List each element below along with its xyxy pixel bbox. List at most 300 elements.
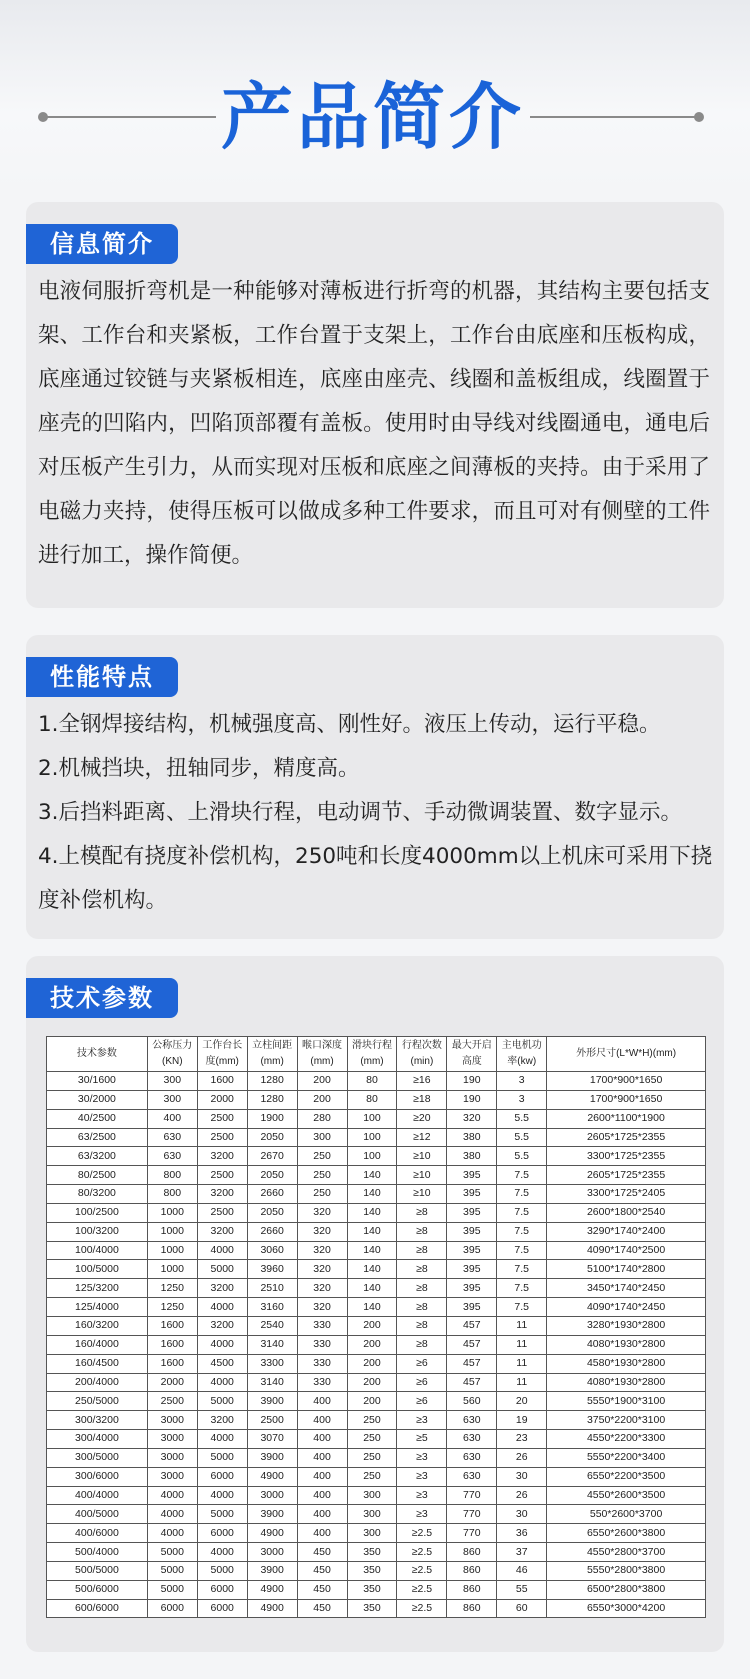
table-cell: ≥6 (397, 1354, 447, 1373)
table-cell: 250 (347, 1430, 397, 1449)
table-cell: ≥10 (397, 1166, 447, 1185)
table-cell: 400 (297, 1505, 347, 1524)
table-cell: 350 (347, 1599, 397, 1618)
table-cell: 80 (347, 1090, 397, 1109)
table-cell: 46 (497, 1561, 547, 1580)
table-cell: 200 (347, 1373, 397, 1392)
table-cell: 5000 (197, 1561, 247, 1580)
table-cell: 2050 (247, 1203, 297, 1222)
table-cell: 3290*1740*2400 (547, 1222, 706, 1241)
table-cell: 7.5 (497, 1185, 547, 1204)
info-badge: 信息简介 (26, 224, 178, 264)
table-cell: 320 (447, 1109, 497, 1128)
spec-header-text: 喉口深度 (302, 1040, 343, 1051)
table-cell: 400/4000 (47, 1486, 148, 1505)
table-cell: ≥8 (397, 1298, 447, 1317)
table-cell: 200 (347, 1335, 397, 1354)
table-cell: 4000 (147, 1505, 197, 1524)
table-cell: ≥16 (397, 1072, 447, 1091)
table-cell: ≥3 (397, 1467, 447, 1486)
spec-header-cell (47, 1037, 148, 1072)
table-cell: 2605*1725*2355 (547, 1166, 706, 1185)
table-cell: 395 (447, 1298, 497, 1317)
table-cell: 2670 (247, 1147, 297, 1166)
table-row (47, 1467, 706, 1486)
table-cell: 250 (347, 1448, 397, 1467)
table-cell: 23 (497, 1430, 547, 1449)
table-cell: 30/1600 (47, 1072, 148, 1091)
table-cell: 36 (497, 1524, 547, 1543)
table-cell: ≥3 (397, 1486, 447, 1505)
table-cell: 4000 (147, 1524, 197, 1543)
table-row (47, 1185, 706, 1204)
table-cell: 300 (347, 1524, 397, 1543)
table-cell: 6000 (197, 1467, 247, 1486)
table-cell: 3200 (197, 1222, 247, 1241)
table-cell: 3000 (147, 1448, 197, 1467)
table-cell: 400 (297, 1467, 347, 1486)
table-cell: 250 (347, 1411, 397, 1430)
table-cell: 400/5000 (47, 1505, 148, 1524)
spec-header-cell (397, 1037, 447, 1072)
table-cell: 5000 (197, 1448, 247, 1467)
info-card (26, 202, 724, 608)
header-dot-right (694, 112, 704, 122)
table-row (47, 1203, 706, 1222)
table-cell: 860 (447, 1543, 497, 1562)
table-cell: 320 (297, 1279, 347, 1298)
table-cell: 6550*2200*3500 (547, 1467, 706, 1486)
table-cell: 5.5 (497, 1109, 547, 1128)
spec-header-text: (mm) (310, 1056, 334, 1067)
table-cell: 5000 (147, 1561, 197, 1580)
table-cell: 630 (447, 1448, 497, 1467)
table-cell: 4580*1930*2800 (547, 1354, 706, 1373)
table-cell: 5000 (197, 1392, 247, 1411)
table-cell: 3900 (247, 1448, 297, 1467)
table-cell: 320 (297, 1298, 347, 1317)
table-cell: 2050 (247, 1128, 297, 1147)
table-cell: 1000 (147, 1203, 197, 1222)
table-cell: 330 (297, 1316, 347, 1335)
table-cell: ≥8 (397, 1279, 447, 1298)
table-cell: 30 (497, 1467, 547, 1486)
table-cell: 200 (347, 1354, 397, 1373)
table-cell: 80/2500 (47, 1166, 148, 1185)
table-cell: 400 (297, 1524, 347, 1543)
table-cell: 4000 (197, 1430, 247, 1449)
table-cell: ≥20 (397, 1109, 447, 1128)
table-cell: 5100*1740*2800 (547, 1260, 706, 1279)
table-cell: 400 (297, 1392, 347, 1411)
table-cell: 400 (297, 1411, 347, 1430)
table-cell: 3000 (247, 1486, 297, 1505)
table-cell: 5550*2800*3800 (547, 1561, 706, 1580)
table-cell: 190 (447, 1090, 497, 1109)
table-cell: 1700*900*1650 (547, 1090, 706, 1109)
spec-header-text: 滑块行程 (351, 1040, 392, 1051)
features-card (26, 635, 724, 939)
table-cell: ≥3 (397, 1411, 447, 1430)
table-cell: 7.5 (497, 1279, 547, 1298)
table-cell: 140 (347, 1260, 397, 1279)
table-cell: 3280*1930*2800 (547, 1316, 706, 1335)
table-row (47, 1373, 706, 1392)
table-cell: 160/3200 (47, 1316, 148, 1335)
spec-header-text: 最大开启 (451, 1040, 492, 1051)
table-cell: 3060 (247, 1241, 297, 1260)
table-cell: 3900 (247, 1392, 297, 1411)
table-row (47, 1448, 706, 1467)
table-cell: 4500 (197, 1354, 247, 1373)
table-cell: 2500 (147, 1392, 197, 1411)
table-cell: 395 (447, 1185, 497, 1204)
spec-header-text: 高度 (461, 1056, 482, 1067)
table-cell: 160/4500 (47, 1354, 148, 1373)
spec-header-cell (547, 1037, 706, 1072)
spec-header-text: 公称压力 (152, 1040, 193, 1051)
table-cell: 500/5000 (47, 1561, 148, 1580)
table-cell: 2000 (147, 1373, 197, 1392)
table-cell: 350 (347, 1580, 397, 1599)
table-cell: 3900 (247, 1505, 297, 1524)
table-cell: 55 (497, 1580, 547, 1599)
table-cell: 630 (447, 1430, 497, 1449)
table-cell: 400 (297, 1486, 347, 1505)
table-cell: 770 (447, 1486, 497, 1505)
table-cell: 395 (447, 1241, 497, 1260)
table-row (47, 1241, 706, 1260)
feature-item: 2.机械挡块，扭轴同步，精度高。 (38, 756, 360, 781)
spec-body (47, 1072, 706, 1618)
table-cell: 19 (497, 1411, 547, 1430)
table-cell: 30/2000 (47, 1090, 148, 1109)
table-cell: 7.5 (497, 1222, 547, 1241)
table-cell: ≥8 (397, 1335, 447, 1354)
spec-header-text: (mm) (360, 1056, 384, 1067)
table-cell: ≥10 (397, 1147, 447, 1166)
table-cell: 860 (447, 1561, 497, 1580)
table-cell: 560 (447, 1392, 497, 1411)
spec-header-text: 技术参数 (76, 1048, 117, 1059)
table-cell: 4000 (197, 1335, 247, 1354)
table-cell: 4900 (247, 1467, 297, 1486)
spec-header-text: (mm) (260, 1056, 284, 1067)
table-cell: 6000 (197, 1599, 247, 1618)
table-cell: 5.5 (497, 1147, 547, 1166)
table-cell: 770 (447, 1505, 497, 1524)
table-cell: 100/3200 (47, 1222, 148, 1241)
table-cell: 26 (497, 1448, 547, 1467)
table-cell: 550*2600*3700 (547, 1505, 706, 1524)
table-cell: 7.5 (497, 1166, 547, 1185)
table-cell: ≥6 (397, 1373, 447, 1392)
table-cell: 4550*2200*3300 (547, 1430, 706, 1449)
table-cell: 140 (347, 1203, 397, 1222)
table-cell: 600/6000 (47, 1599, 148, 1618)
table-cell: 140 (347, 1185, 397, 1204)
table-cell: 5000 (147, 1580, 197, 1599)
table-cell: 1700*900*1650 (547, 1072, 706, 1091)
table-row (47, 1524, 706, 1543)
table-cell: 6000 (197, 1580, 247, 1599)
specs-card (26, 956, 724, 1652)
table-cell: 320 (297, 1241, 347, 1260)
table-cell: 100/4000 (47, 1241, 148, 1260)
table-row (47, 1430, 706, 1449)
table-cell: ≥2.5 (397, 1561, 447, 1580)
table-cell: 4900 (247, 1524, 297, 1543)
table-cell: 630 (447, 1467, 497, 1486)
table-cell: 4090*1740*2500 (547, 1241, 706, 1260)
table-cell: 300 (347, 1505, 397, 1524)
table-cell: 2500 (197, 1203, 247, 1222)
spec-header-text: 主电机功 (501, 1040, 542, 1051)
table-cell: 140 (347, 1241, 397, 1260)
table-cell: 20 (497, 1392, 547, 1411)
table-cell: 100 (347, 1128, 397, 1147)
table-cell: ≥6 (397, 1392, 447, 1411)
table-cell: 3200 (197, 1411, 247, 1430)
table-cell: 300 (147, 1072, 197, 1091)
table-cell: 457 (447, 1335, 497, 1354)
table-row (47, 1486, 706, 1505)
table-cell: ≥5 (397, 1430, 447, 1449)
table-cell: 160/4000 (47, 1335, 148, 1354)
table-cell: 1250 (147, 1279, 197, 1298)
table-cell: 11 (497, 1354, 547, 1373)
table-cell: 140 (347, 1298, 397, 1317)
spec-header-cell (297, 1037, 347, 1072)
table-cell: 300 (297, 1128, 347, 1147)
spec-header-cell (347, 1037, 397, 1072)
table-cell: ≥3 (397, 1505, 447, 1524)
spec-header-cell (147, 1037, 197, 1072)
table-cell: 330 (297, 1354, 347, 1373)
header-line-left (44, 116, 216, 118)
table-cell: 200/4000 (47, 1373, 148, 1392)
table-cell: 395 (447, 1166, 497, 1185)
spec-header-text: (KN) (162, 1056, 183, 1067)
table-cell: 320 (297, 1260, 347, 1279)
table-cell: ≥2.5 (397, 1580, 447, 1599)
table-cell: 280 (297, 1109, 347, 1128)
table-cell: 5.5 (497, 1128, 547, 1147)
table-row (47, 1090, 706, 1109)
table-cell: 300/3200 (47, 1411, 148, 1430)
table-cell: 860 (447, 1599, 497, 1618)
table-cell: 11 (497, 1335, 547, 1354)
table-cell: 250/5000 (47, 1392, 148, 1411)
table-cell: ≥8 (397, 1260, 447, 1279)
specs-badge: 技术参数 (26, 978, 178, 1018)
table-cell: 400 (297, 1430, 347, 1449)
table-cell: 3000 (147, 1467, 197, 1486)
table-cell: 63/2500 (47, 1128, 148, 1147)
table-cell: 26 (497, 1486, 547, 1505)
table-row (47, 1543, 706, 1562)
table-cell: ≥10 (397, 1185, 447, 1204)
spec-header-text: 立柱间距 (252, 1040, 293, 1051)
table-cell: 395 (447, 1222, 497, 1241)
table-cell: 320 (297, 1222, 347, 1241)
table-cell: 770 (447, 1524, 497, 1543)
table-cell: 300/4000 (47, 1430, 148, 1449)
table-cell: 250 (297, 1166, 347, 1185)
table-cell: 200 (347, 1316, 397, 1335)
table-cell: 1280 (247, 1072, 297, 1091)
table-cell: 3140 (247, 1373, 297, 1392)
table-cell: 190 (447, 1072, 497, 1091)
table-cell: 60 (497, 1599, 547, 1618)
table-cell: ≥8 (397, 1203, 447, 1222)
info-text: 电液伺服折弯机是一种能够对薄板进行折弯的机器，其结构主要包括支架、工作台和夹紧板，工作台置于支架上，工作台由底座和压板构成，底座通过铰链与夹紧板相连，底座由座壳、线圈和盖板组成，线圈置于座壳的凹陷内，凹陷顶部覆有盖板。使用时由导线对线圈通电，通电后对压板产生引力，从而实现对压板和底座之间薄板的夹持。由于采用了电磁力夹持，使得压板可以做成多种工件要求，而且可对有侧壁的工件进行加工，操作简便。 (38, 279, 710, 568)
table-cell: ≥2.5 (397, 1524, 447, 1543)
table-row (47, 1109, 706, 1128)
table-cell: 6000 (147, 1599, 197, 1618)
table-cell: 3960 (247, 1260, 297, 1279)
table-cell: 250 (297, 1147, 347, 1166)
table-cell: 3000 (147, 1430, 197, 1449)
table-cell: 395 (447, 1260, 497, 1279)
table-cell: 1900 (247, 1109, 297, 1128)
table-cell: 6000 (197, 1524, 247, 1543)
table-cell: 7.5 (497, 1241, 547, 1260)
spec-table (46, 1036, 706, 1618)
table-cell: 450 (297, 1543, 347, 1562)
table-cell: 457 (447, 1373, 497, 1392)
table-cell: 4080*1930*2800 (547, 1335, 706, 1354)
table-cell: ≥18 (397, 1090, 447, 1109)
table-cell: 80/3200 (47, 1185, 148, 1204)
table-cell: 2540 (247, 1316, 297, 1335)
table-cell: 450 (297, 1580, 347, 1599)
table-row (47, 1260, 706, 1279)
table-row (47, 1147, 706, 1166)
table-cell: 450 (297, 1561, 347, 1580)
table-cell: 100 (347, 1147, 397, 1166)
table-cell: 395 (447, 1279, 497, 1298)
table-cell: 300/6000 (47, 1467, 148, 1486)
table-cell: ≥12 (397, 1128, 447, 1147)
table-cell: 3300 (247, 1354, 297, 1373)
table-cell: 200 (297, 1072, 347, 1091)
table-cell: 400/6000 (47, 1524, 148, 1543)
table-row (47, 1505, 706, 1524)
table-cell: 3200 (197, 1185, 247, 1204)
table-cell: 3 (497, 1090, 547, 1109)
table-cell: 5000 (147, 1543, 197, 1562)
table-cell: 3140 (247, 1335, 297, 1354)
table-row (47, 1222, 706, 1241)
table-cell: 3000 (247, 1543, 297, 1562)
table-cell: 395 (447, 1203, 497, 1222)
table-cell: 4900 (247, 1580, 297, 1599)
table-cell: 860 (447, 1580, 497, 1599)
table-cell: 100/5000 (47, 1260, 148, 1279)
table-cell: 100/2500 (47, 1203, 148, 1222)
table-cell: 400 (147, 1109, 197, 1128)
table-cell: 4000 (147, 1486, 197, 1505)
table-cell: 1600 (147, 1316, 197, 1335)
table-cell: 1280 (247, 1090, 297, 1109)
table-row (47, 1392, 706, 1411)
table-cell: 7.5 (497, 1260, 547, 1279)
table-cell: 2000 (197, 1090, 247, 1109)
table-cell: 4000 (197, 1373, 247, 1392)
table-cell: 3070 (247, 1430, 297, 1449)
table-cell: 380 (447, 1128, 497, 1147)
table-cell: 800 (147, 1185, 197, 1204)
table-cell: 1250 (147, 1298, 197, 1317)
table-cell: 2660 (247, 1185, 297, 1204)
table-cell: 100 (347, 1109, 397, 1128)
table-cell: 4080*1930*2800 (547, 1373, 706, 1392)
table-cell: 4090*1740*2450 (547, 1298, 706, 1317)
table-cell: 450 (297, 1599, 347, 1618)
table-cell: 4000 (197, 1486, 247, 1505)
table-cell: 200 (347, 1392, 397, 1411)
table-cell: 2500 (247, 1411, 297, 1430)
table-row (47, 1279, 706, 1298)
table-row (47, 1072, 706, 1091)
table-cell: 400 (297, 1448, 347, 1467)
table-cell: 330 (297, 1335, 347, 1354)
table-cell: 125/4000 (47, 1298, 148, 1317)
table-cell: 1600 (147, 1354, 197, 1373)
table-cell: 2500 (197, 1109, 247, 1128)
table-row (47, 1335, 706, 1354)
table-cell: 11 (497, 1373, 547, 1392)
table-cell: 2500 (197, 1166, 247, 1185)
features-list (38, 703, 714, 923)
table-cell: 2510 (247, 1279, 297, 1298)
table-cell: ≥8 (397, 1316, 447, 1335)
table-cell: 40/2500 (47, 1109, 148, 1128)
table-cell: 800 (147, 1166, 197, 1185)
table-row (47, 1599, 706, 1618)
spec-header-text: (min) (410, 1056, 434, 1067)
table-cell: 1000 (147, 1260, 197, 1279)
spec-header-cell (497, 1037, 547, 1072)
table-cell: 80 (347, 1072, 397, 1091)
table-cell: 500/6000 (47, 1580, 148, 1599)
table-cell: ≥8 (397, 1241, 447, 1260)
table-cell: 3900 (247, 1561, 297, 1580)
spec-header-cell (197, 1037, 247, 1072)
table-cell: 4550*2800*3700 (547, 1543, 706, 1562)
spec-header-text: 行程次数 (401, 1040, 442, 1051)
table-cell: 300 (147, 1090, 197, 1109)
feature-item: 1.全钢焊接结构，机械强度高、刚性好。液压上传动，运行平稳。 (38, 712, 661, 737)
table-cell: 3300*1725*2355 (547, 1147, 706, 1166)
spec-header-row (47, 1037, 706, 1072)
table-row (47, 1316, 706, 1335)
table-cell: 5000 (197, 1505, 247, 1524)
table-cell: 140 (347, 1222, 397, 1241)
table-cell: 330 (297, 1373, 347, 1392)
table-cell: 630 (447, 1411, 497, 1430)
table-cell: 457 (447, 1316, 497, 1335)
table-cell: 4000 (197, 1543, 247, 1562)
table-cell: 300 (347, 1486, 397, 1505)
table-cell: 200 (297, 1090, 347, 1109)
spec-header-text: 度(mm) (205, 1056, 239, 1067)
table-cell: 140 (347, 1279, 397, 1298)
table-cell: 3750*2200*3100 (547, 1411, 706, 1430)
table-cell: 1600 (197, 1072, 247, 1091)
table-row (47, 1166, 706, 1185)
